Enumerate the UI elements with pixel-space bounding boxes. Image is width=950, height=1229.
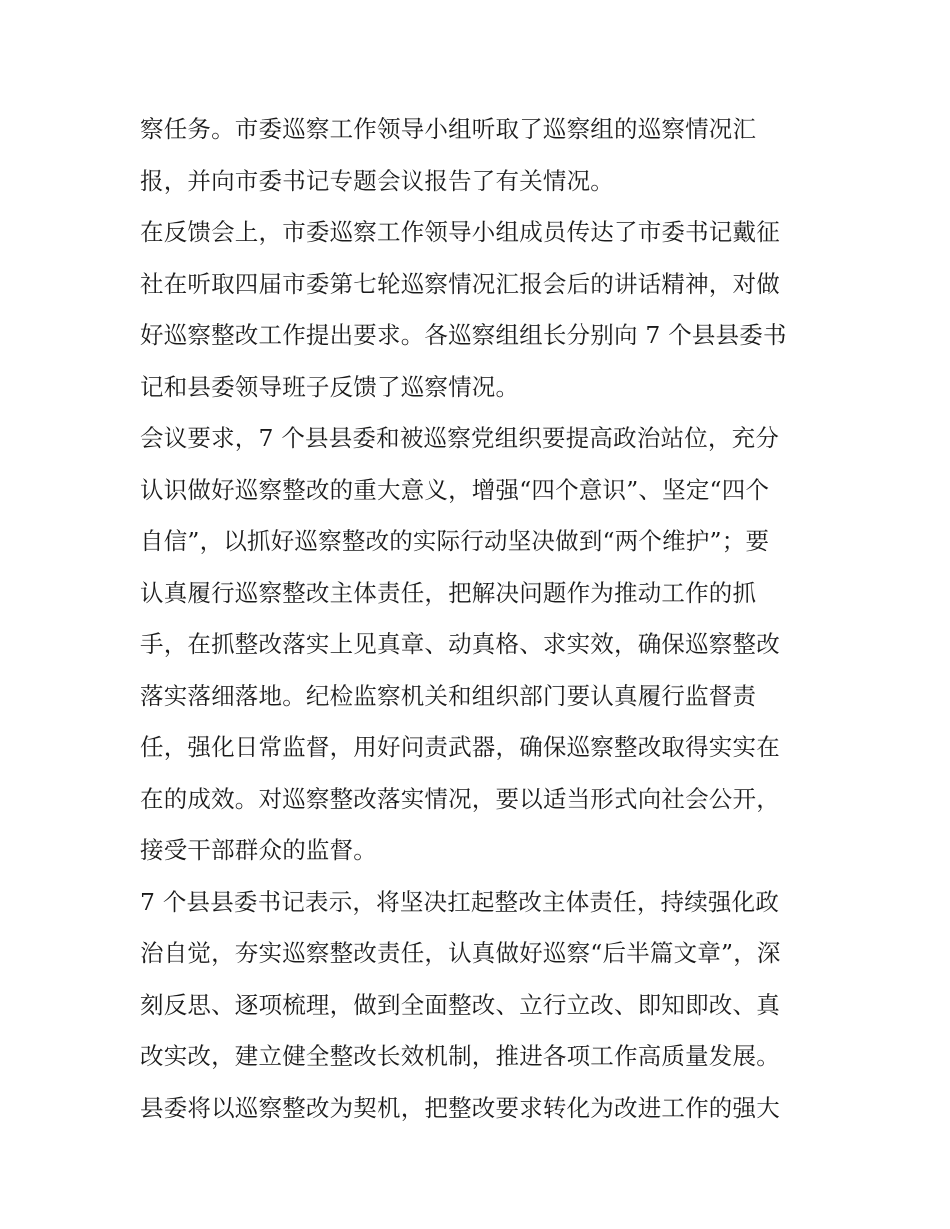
text-line: 会议要求，7 个县县委和被巡察党组织要提高政治站位，充分 <box>140 424 780 452</box>
text-line: 7 个县县委书记表示，将坚决扛起整改主体责任，持续强化政 <box>140 887 780 916</box>
text-line: 手，在抓整改落实上见真章、动真格、求实效，确保巡察整改 <box>140 630 780 658</box>
text-line: 认真履行巡察整改主体责任，把解决问题作为推动工作的抓 <box>140 578 757 607</box>
text-line: 认识做好巡察整改的重大意义，增强“四个意识”、坚定“四个 <box>140 475 770 504</box>
text-line: 好巡察整改工作提出要求。各巡察组组长分别向 7 个县县委书 <box>140 321 787 349</box>
text-line: 察任务。市委巡察工作领导小组听取了巡察组的巡察情况汇 <box>140 115 757 143</box>
text-line: 在反馈会上，市委巡察工作领导小组成员传达了市委书记戴征 <box>140 218 780 246</box>
text-line: 自信”，以抓好巡察整改的实际行动坚决做到“两个维护”；要 <box>140 527 770 555</box>
text-line: 治自觉，夯实巡察整改责任，认真做好巡察“后半篇文章”，深 <box>140 939 781 967</box>
text-line: 刻反思、逐项梳理，做到全面整改、立行立改、即知即改、真 <box>140 990 780 1019</box>
text-line: 报，并向市委书记专题会议报告了有关情况。 <box>140 166 614 195</box>
text-line: 社在听取四届市委第七轮巡察情况汇报会后的讲话精神，对做 <box>140 269 780 298</box>
text-line: 任，强化日常监督，用好问责武器，确保巡察整改取得实实在 <box>140 733 780 761</box>
text-line: 在的成效。对巡察整改落实情况，要以适当形式向社会公开， <box>140 784 780 813</box>
text-line: 改实改，建立健全整改长效机制，推进各项工作高质量发展。 <box>140 1042 780 1070</box>
text-line: 接受干部群众的监督。 <box>140 836 377 864</box>
text-line: 落实落细落地。纪检监察机关和组织部门要认真履行监督责 <box>140 681 757 710</box>
body-text <box>140 104 820 1134</box>
text-line: 县委将以巡察整改为契机，把整改要求转化为改进工作的强大 <box>140 1093 780 1122</box>
text-line: 记和县委领导班子反馈了巡察情况。 <box>140 372 520 401</box>
